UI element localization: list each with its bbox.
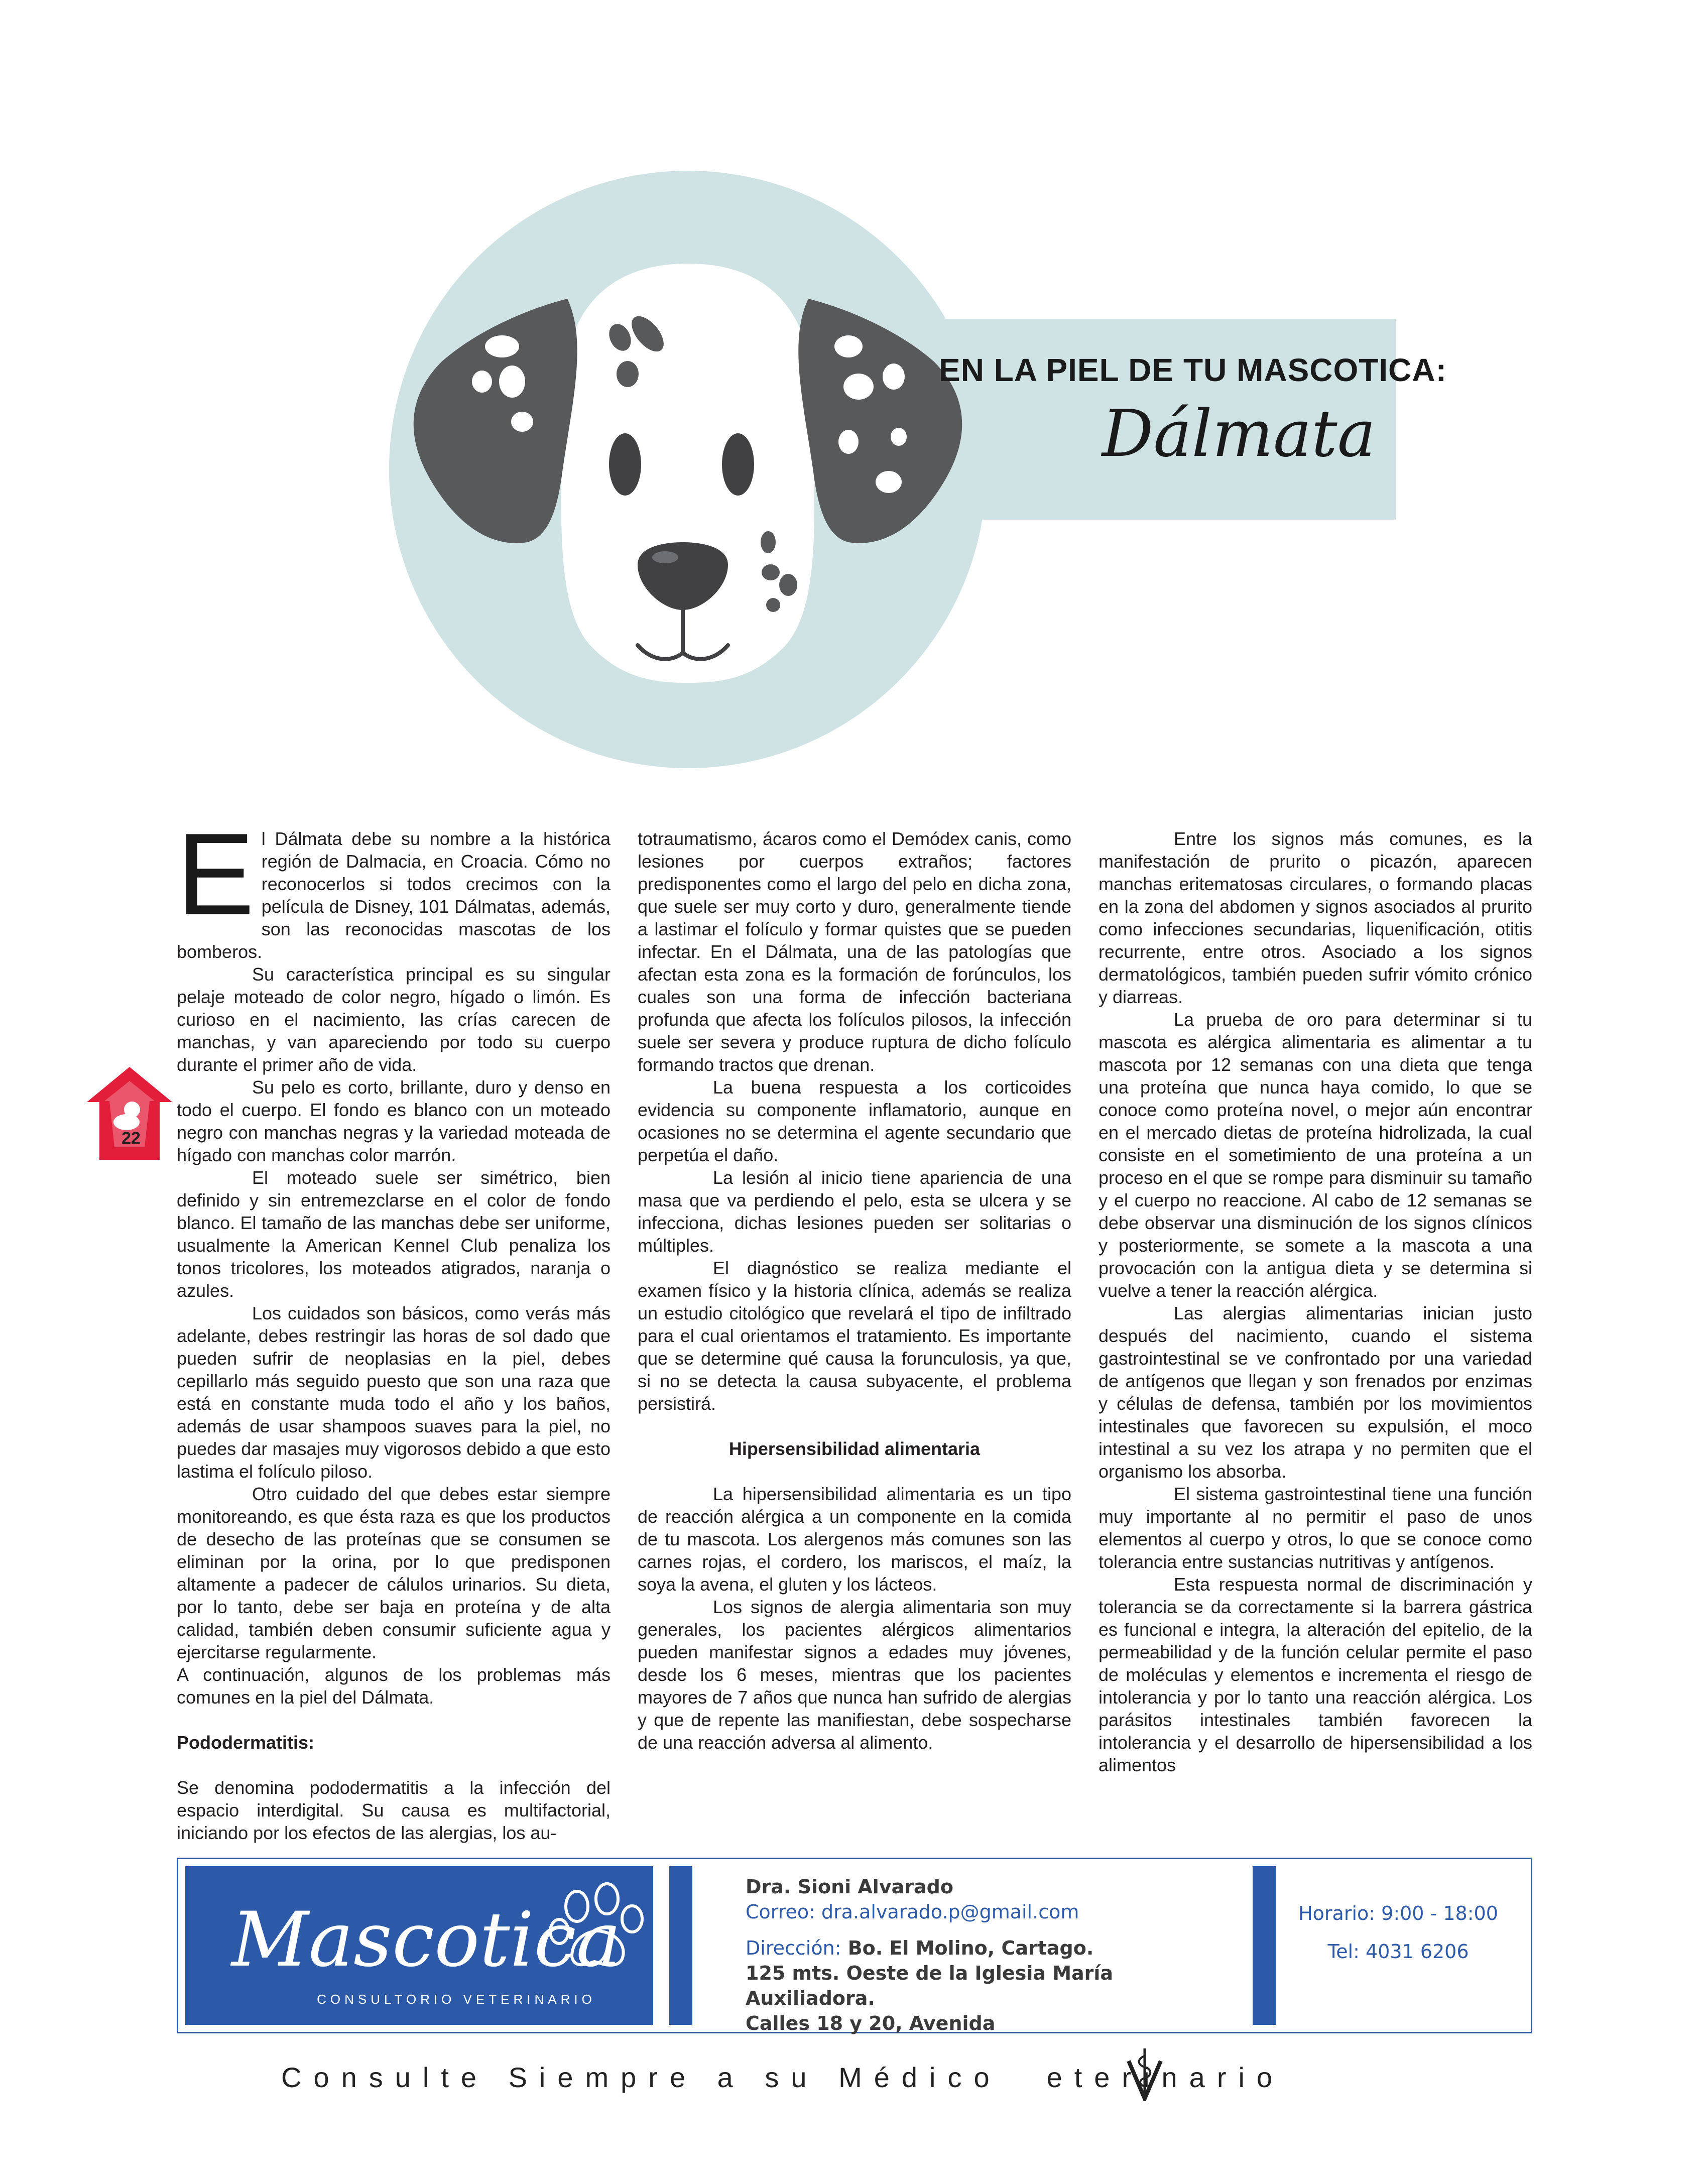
face-spot — [779, 574, 797, 596]
article-paragraph: La prueba de oro para determinar si tu mascota es alérgica alimentaria es alimentar a tu mascota por 12 semanas con una dieta que tenga una proteína que nunca haya comido, lo que se conoce como proteína novel, o mejor aún encontrar en el mercado dietas de proteína hidrolizada, la cual consiste en el sometimiento de una proteína a un proceso en el que se rompe para disminuir su tamaño y el cuerpo no reaccione. Al cabo de 12 semanas se debe observar una disminución de los signos clínicos y posteriormente, se somete a la mascota a una provocación con la antigua dieta y se determina si vuelve a tener la reacción alérgica. — [1099, 1009, 1532, 1301]
phone-text: Tel: 4031 6206 — [1327, 1941, 1469, 1963]
doctor-name: Dra. Sioni Alvarado — [746, 1876, 953, 1898]
email-text: Correo: dra.alvarado.p@gmail.com — [746, 1901, 1079, 1923]
article-paragraph: Entre los signos más comunes, es la manifestación de prurito o picazón, aparecen manchas eritematosas circulares, o formando placas en la zona del abdomen y signos asociados al prurito como infecciones secundarias, liquenificación, otitis recurrente, entre otros. Asociado a los signos dermatológicos, también pueden sufrir vómito crónico y diarreas. — [1099, 828, 1532, 1007]
article-paragraph: Otro cuidado del que debes estar siempre monitoreando, es que ésta raza es que los productos de desecho de las proteínas que se consumen se eliminan por la orina, por lo que predisponen altamente a padecer de cálulos urinarios. Su dieta, por lo tanto, debe ser baja en proteína y de alta calidad, también deben consumir suficiente agua y ejercitarse regularmente. — [177, 1484, 611, 1662]
spacer — [746, 1924, 1248, 1935]
article-paragraph: Los cuidados son básicos, como verás más adelante, debes restringir las horas de sol dado que pueden sufrir de neoplasias en la piel, debes cepillarlo más seguido puesto que son una raza que está en constante muda todo el año y los baños, además de usar shampoos suaves para la piel, no puedes dar masajes muy vigorosos debido a que esto lastima el folículo piloso. — [177, 1303, 611, 1482]
nose-highlight — [652, 551, 678, 563]
address-text: Bo. El Molino, Cartago. — [847, 1937, 1094, 1959]
section-heading-hipersensibilidad: Hipersensibilidad alimentaria — [728, 1438, 981, 1459]
veterinary-v-logo-icon — [1125, 2046, 1165, 2101]
ear-spot — [472, 371, 492, 393]
paragraph-text: l Dálmata debe su nombre a la histórica región de Dalmacia, en Croacia. Cómo no reconocerlos si todos crecimos con la película de Disney, 101 Dálmatas, además, son las reconocidas mascotas de los bomberos. — [177, 828, 611, 962]
address-line-1 — [746, 1935, 1248, 1961]
article-paragraph: Su pelo es corto, brillante, duro y denso en todo el cuerpo. El fondo es blanco con un moteado negro con manchas negras y la variedad moteada de hígado con manchas color marrón. — [177, 1077, 611, 1165]
article-paragraph: A continuación, algunos de los problemas más comunes en la piel del Dálmata. — [177, 1664, 611, 1708]
ear-spot — [883, 363, 905, 390]
ear-spot — [834, 335, 863, 357]
right-eye-icon — [722, 433, 754, 496]
face-spot — [766, 598, 780, 612]
article-column-1 — [177, 827, 611, 1852]
hours-info — [1273, 1894, 1524, 1971]
ear-spot — [499, 366, 525, 398]
section-heading-pododermatitis: Pododermatitis: — [177, 1732, 315, 1753]
article-paragraph: Esta respuesta normal de discriminación y tolerancia se da correctamente si la barrera gástrica es funcional e integra, la alteración del epitelio, de la permeabilidad y de la función celular permite el paso de moléculas y elementos e incrementa el riesgo de intolerancia y por lo tanto una reacción alérgica. Los parásitos intestinales también favorecen la intolerancia y el desarrollo de hipersensibilidad a los alimentos — [1099, 1574, 1532, 1775]
face-spot — [762, 564, 780, 580]
clinic-ad-box — [177, 1858, 1532, 2033]
hero-illustration — [0, 0, 1708, 803]
article-paragraph: La hipersensibilidad alimentaria es un tipo de reacción alérgica a un componente en la comida de tu mascota. Los alergenos más comunes son las carnes rojas, el cordero, los mariscos, el maíz, la soya la avena, el gluten y los lácteos. — [638, 1484, 1071, 1595]
ear-spot — [511, 412, 533, 432]
article-paragraph: Se denomina pododermatitis a la infección del espacio interdigital. Su causa es multifactorial, iniciando por los efectos de las alergias, los au- — [177, 1777, 611, 1843]
page-title: Dálmata — [1102, 397, 1376, 471]
title-kicker: EN LA PIEL DE TU MASCOTICA: — [939, 352, 1447, 388]
ear-spot — [891, 428, 907, 446]
hours-text: Horario: 9:00 - 18:00 — [1298, 1902, 1498, 1924]
tagline-end-text: eterinario — [1046, 2062, 1285, 2093]
article-paragraph: Las alergias alimentarias inician justo después del nacimiento, cuando el sistema gastrointestinal se ve confrontado por una variedad de antígenos que llegan y son frenados por enzimas y células de defensa, también por los movimientos intestinales que favorecen su expulsión, el moco intestinal a su vez los atrapa y no permiten que el organismo los absorba. — [1099, 1303, 1532, 1482]
address-label: Dirección: — [746, 1937, 841, 1959]
address-line-3: Calles 18 y 20, Avenida — [746, 2012, 996, 2034]
article-paragraph: La lesión al inicio tiene apariencia de una masa que va perdiendo el pelo, esta se ulcera y se infecciona, dichas lesiones pueden ser solitarias o múltiples. — [638, 1167, 1071, 1256]
tagline-text: Consulte Siempre a su Médico — [281, 2062, 1002, 2093]
drop-cap: E — [177, 827, 255, 939]
ear-spot — [485, 335, 519, 357]
divider-bar — [669, 1866, 692, 2025]
dog-face — [561, 264, 814, 683]
face-spot — [761, 531, 776, 553]
ear-spot — [838, 430, 859, 454]
article-paragraph: El moteado suele ser simétrico, bien definido y sin entremezclarse en el color de fondo blanco. El tamaño de las manchas debe ser uniforme, usualmente la American Kennel Club penaliza los tonos tricolores, los moteados atigrados, naranja o azules. — [177, 1167, 611, 1301]
address-line-2: 125 mts. Oeste de la Iglesia María Auxiliadora. — [746, 1962, 1114, 2009]
article-paragraph: El diagnóstico se realiza mediante el examen físico y la historia clínica, además se realiza un estudio citológico que revelará el tipo de infiltrado para el cual orientamos el tratamiento. Es importante que se determine qué causa la forunculosis, ya que, si no se detecta la causa subyacente, el problema persistirá. — [638, 1258, 1071, 1414]
article-paragraph: La buena respuesta a los corticoides evidencia su componente inflamatorio, aunque en ocasiones no se determina el agente secundario que perpetúa el daño. — [638, 1077, 1071, 1165]
article-column-3 — [1099, 827, 1532, 1852]
article-paragraph: Su característica principal es su singular pelaje moteado de color negro, hígado o limón. Es curioso en el nacimiento, las crías carecen de manchas, y van apareciendo por todo su cuerpo durante el primer año de vida. — [177, 964, 611, 1075]
contact-info — [746, 1874, 1248, 2036]
face-spot — [617, 361, 639, 387]
left-eye-icon — [609, 433, 641, 496]
brand-subtitle: CONSULTORIO VETERINARIO — [317, 1992, 596, 2007]
page-number: 22 — [121, 1129, 141, 1148]
bottom-tagline — [281, 2061, 1436, 2094]
brand-panel — [185, 1866, 653, 2025]
article-paragraph — [177, 827, 611, 963]
ear-spot — [843, 374, 874, 400]
ear-spot — [876, 471, 902, 493]
brand-logo-text: Mascotica — [231, 1896, 621, 1984]
article-body — [177, 827, 1532, 1852]
article-paragraph: El sistema gastrointestinal tiene una función muy importante al no permitir el paso de unos elementos al cuerpo y otros, lo que se conoce como tolerancia entre sustancias nutritivas y antígenos. — [1099, 1484, 1532, 1572]
article-column-2 — [638, 827, 1071, 1852]
article-paragraph: Los signos de alergia alimentaria son muy generales, los pacientes alérgicos alimentarios pueden manifestar signos a edades muy jóvenes, desde los 6 meses, mientras que los pacientes mayores de 7 años que nunca han sufrido de alergias y que de repente las manifiestan, debe sospecharse de una reacción adversa al alimento. — [638, 1597, 1071, 1753]
article-paragraph: totraumatismo, ácaros como el Demódex canis, como lesiones por cuerpos extraños; factores predisponentes como el largo del pelo en dicha zona, que suele ser muy corto y duro, generalmente tiende a lastimar el folículo y formar quistes que se pueden infectar. En el Dálmata, una de las patologías que afectan esta zona es la formación de forúnculos, los cuales son una forma de infección bacteriana profunda que afecta los folículos pilosos, la infección suele ser severa y produce ruptura de dicho folículo formando tractos que drenan. — [638, 828, 1071, 1075]
